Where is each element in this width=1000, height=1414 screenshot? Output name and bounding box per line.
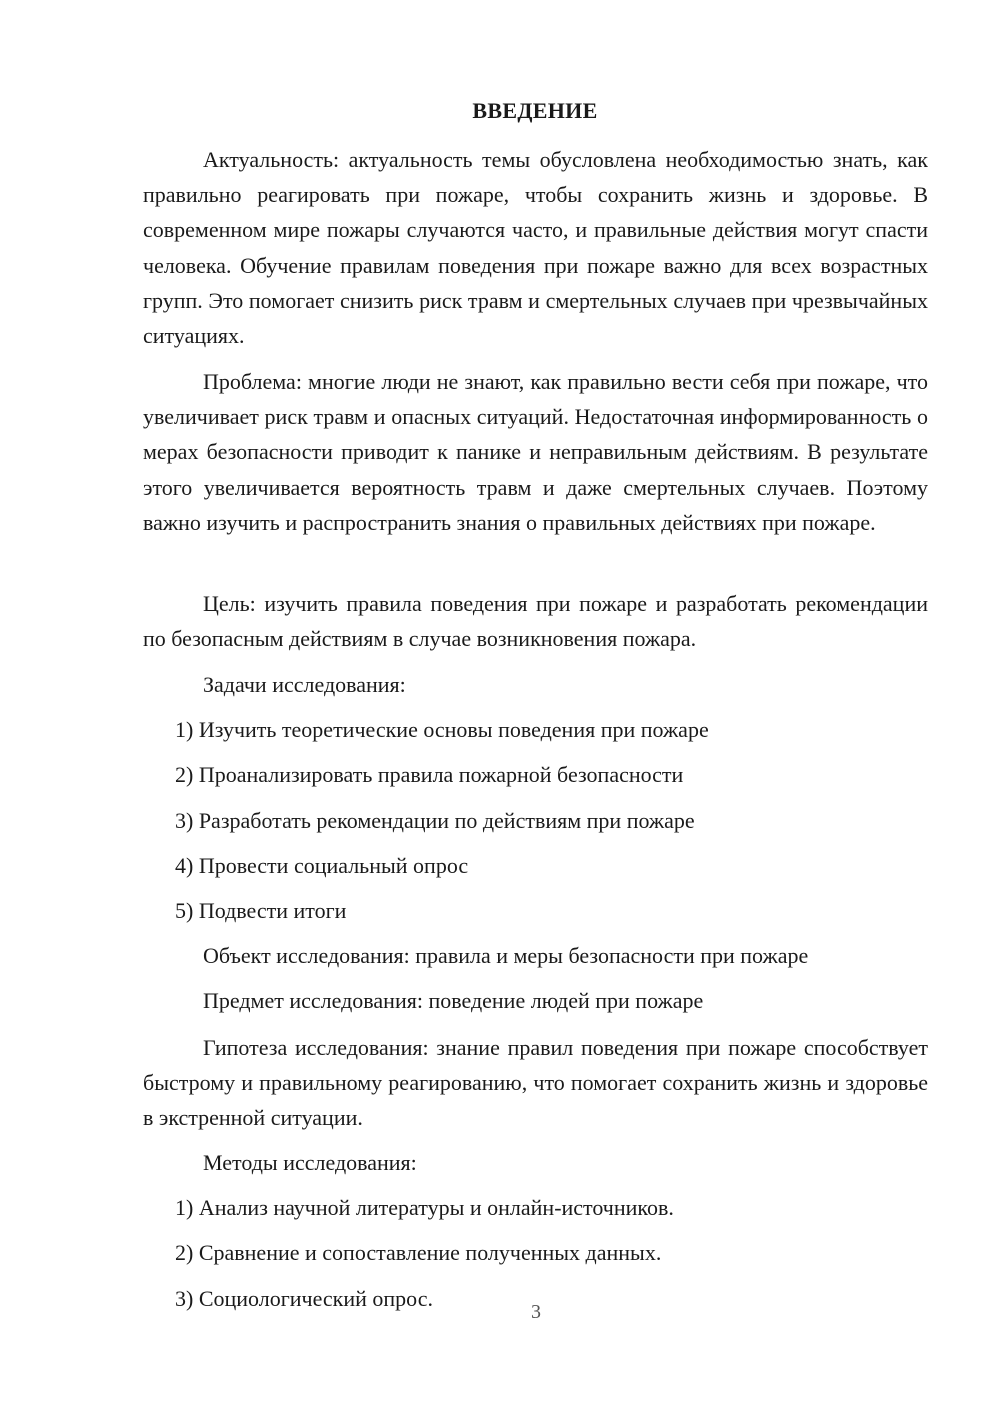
method-item: 1) Анализ научной литературы и онлайн-источников. xyxy=(175,1195,674,1220)
task-item: 5) Подвести итоги xyxy=(175,898,347,923)
paragraph-hypothesis: Гипотеза исследования: знание правил поведения при пожаре способствует быстрому и правильному реагированию, что помогает сохранить жизнь и здоровье в экстренной ситуации. xyxy=(143,1035,928,1131)
research-subject: Предмет исследования: поведение людей при пожаре xyxy=(203,988,704,1013)
method-item: 3) Социологический опрос. xyxy=(175,1286,433,1311)
method-item: 2) Сравнение и сопоставление полученных данных. xyxy=(175,1240,662,1265)
research-object: Объект исследования: правила и меры безопасности при пожаре xyxy=(203,943,809,968)
task-item: 1) Изучить теоретические основы поведения при пожаре xyxy=(175,717,709,742)
paragraph-relevance: Актуальность: актуальность темы обусловлена необходимостью знать, как правильно реагировать при пожаре, чтобы сохранить жизнь и здоровье. В современном мире пожары случаются часто, и правильные действия могут спасти человека. Обучение правилам поведения при пожаре важно для всех возрастных групп. Это помогает снизить риск травм и смертельных случаев при чрезвычайных ситуациях. xyxy=(143,147,928,349)
task-item: 2) Проанализировать правила пожарной безопасности xyxy=(175,762,684,787)
methods-heading: Методы исследования: xyxy=(203,1150,417,1175)
page-number: 3 xyxy=(531,1301,541,1323)
task-item: 3) Разработать рекомендации по действиям при пожаре xyxy=(175,808,695,833)
page-title: ВВЕДЕНИЕ xyxy=(472,98,598,123)
paragraph-goal: Цель: изучить правила поведения при пожаре и разработать рекомендации по безопасным действиям в случае возникновения пожара. xyxy=(143,591,928,652)
tasks-heading: Задачи исследования: xyxy=(203,672,406,697)
paragraph-problem: Проблема: многие люди не знают, как правильно вести себя при пожаре, что увеличивает риск травм и опасных ситуаций. Недостаточная информированность о мерах безопасности приводит к панике и неправильным действиям. В результате этого увеличивается вероятность травм и даже смертельных случаев. Поэтому важно изучить и распространить знания о правильных действиях при пожаре. xyxy=(143,369,928,535)
task-item: 4) Провести социальный опрос xyxy=(175,853,469,878)
